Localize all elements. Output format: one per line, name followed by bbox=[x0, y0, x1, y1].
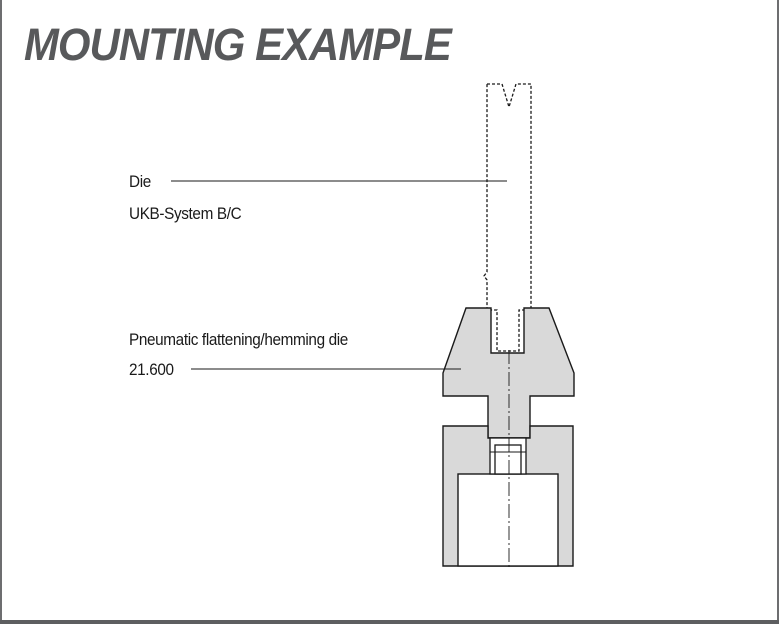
die-system-label: UKB-System B/C bbox=[129, 204, 242, 223]
die-label: Die bbox=[129, 172, 151, 191]
page-title: MOUNTING EXAMPLE bbox=[24, 19, 451, 70]
cylinder-body bbox=[458, 474, 558, 566]
pneumatic-die-label: Pneumatic flattening/hemming die bbox=[129, 330, 348, 349]
piston-inner bbox=[495, 445, 521, 474]
pneumatic-die-number: 21.600 bbox=[129, 360, 174, 379]
pneumatic-die-body bbox=[443, 308, 574, 438]
